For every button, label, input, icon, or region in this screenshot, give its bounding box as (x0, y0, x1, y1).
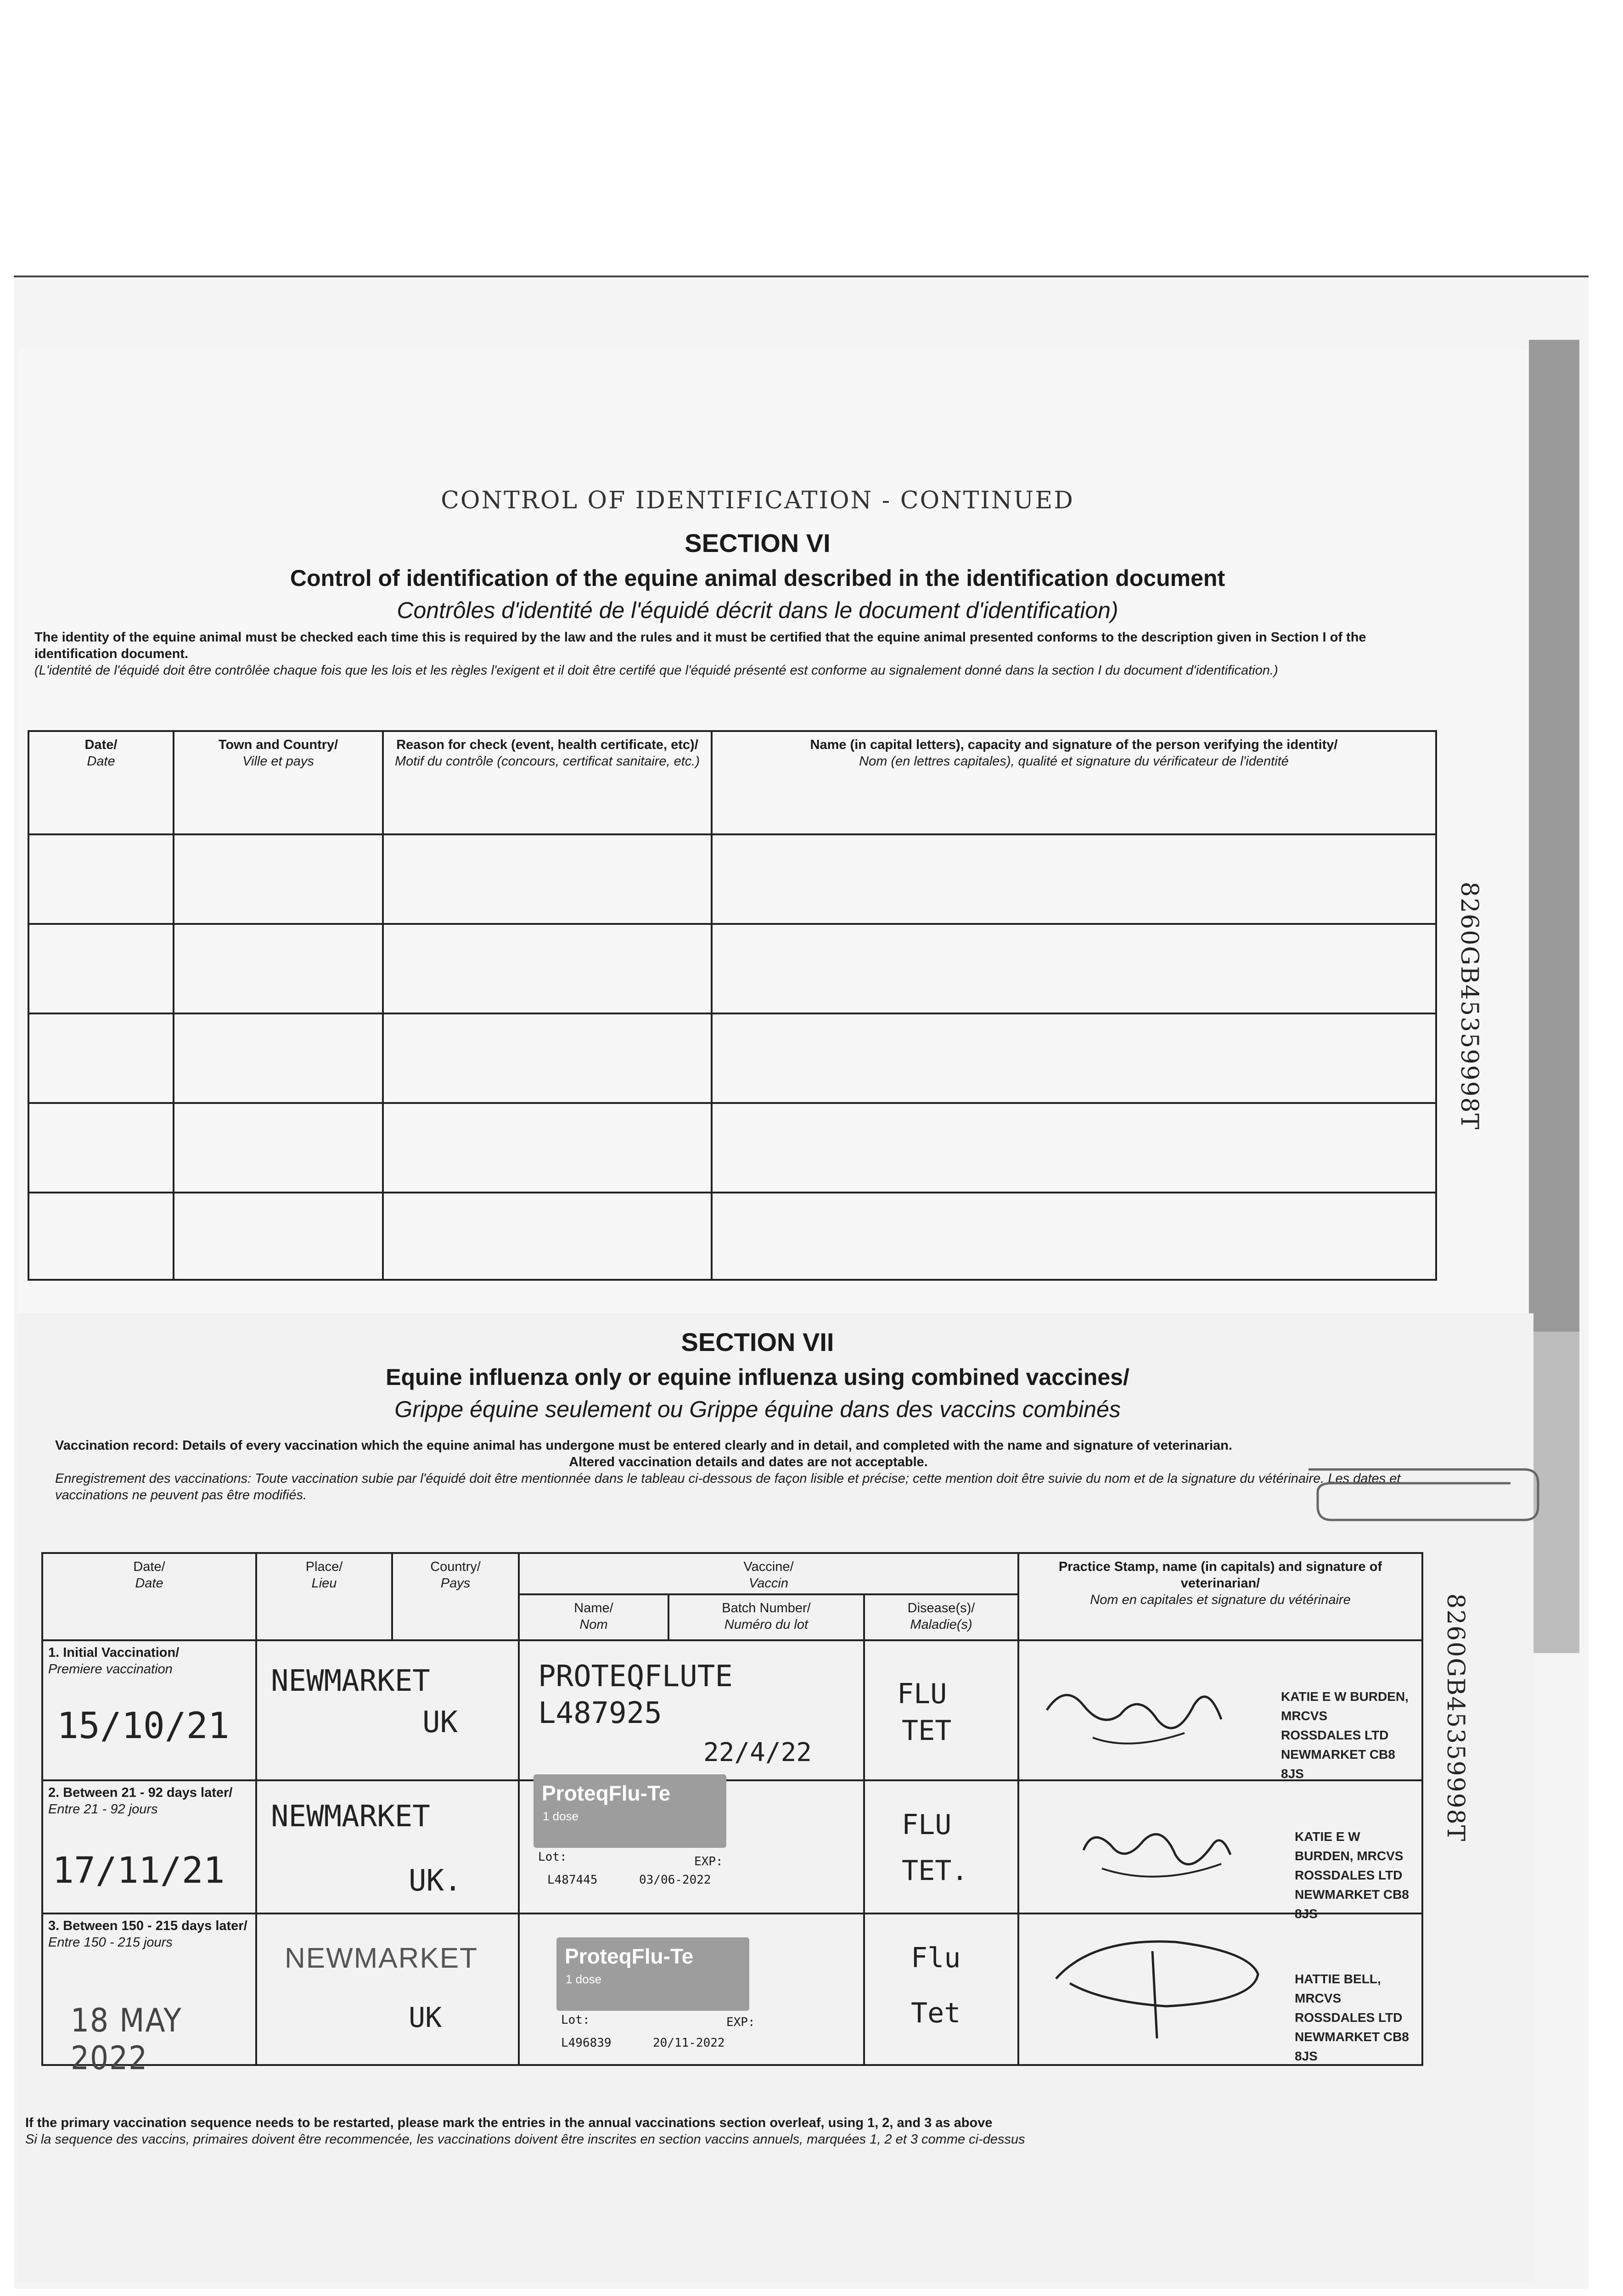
section-vi-label: SECTION VI (685, 529, 831, 557)
table-row (28, 1103, 1436, 1193)
row3-date-stamp: 18 MAY 2022 (71, 2002, 182, 2077)
row1-vaccine-cell (519, 1640, 864, 1780)
row3-stamp-cell (1018, 1913, 1422, 2065)
col-batch-header: Batch Number/ Numéro du lot (668, 1594, 864, 1640)
row1-date-cell: 1. Initial Vaccination/ Premiere vaccination 15/10/21 (42, 1640, 256, 1780)
row1-vaccine-name: PROTEQFLUTE (538, 1660, 733, 1694)
section-vi-note (34, 629, 1421, 679)
row2-place-cell (256, 1780, 519, 1913)
section-vii-note (55, 1437, 1442, 1503)
row3-lot-number: L496839 (561, 2036, 612, 2050)
row3-vaccine-label (556, 1937, 749, 2011)
row3-label-brand: ProteqFlu-Te (565, 1944, 694, 1968)
row2-disease-cell (864, 1780, 1018, 1913)
section-vi-title: Control of identification of the equine animal described in the identification document (290, 565, 1225, 591)
row1-vet-stamp: KATIE E W BURDEN, MRCVS ROSSDALES LTD NEWMARKET CB8 8JS (1281, 1689, 1409, 1781)
section-vii-note-fr: Enregistrement des vaccinations: Toute vaccination subie par l'équidé doit être mentionnée dans le tableau ci-dessous de façon lisible et précise; cette mention doit être suivie du nom et de la signature du vétérinaire. Les dates et vaccinations ne peuvent pas être modifiés. (55, 1471, 1401, 1503)
row3-exp-label: EXP: (726, 2015, 755, 2029)
row2-lot-label: Lot: (538, 1850, 567, 1864)
side-serial-number-lower: 8260GB45359998T (1442, 1593, 1469, 1842)
signature-icon (1038, 1924, 1276, 2052)
col-vaccine-header: Vaccine/ Vaccin (519, 1553, 1018, 1594)
col-disease-header: Disease(s)/ Maladie(s) (864, 1594, 1018, 1640)
row3-date-cell: 3. Between 150 - 215 days later/ Entre 150 - 215 jours 18 MAY 2022 (42, 1913, 256, 2065)
col-name-header: Name/ Nom (519, 1594, 668, 1640)
table-row (42, 1913, 1422, 2065)
row2-label-brand: ProteqFlu-Te (542, 1781, 671, 1805)
row3-exp-date: 20/11-2022 (653, 2036, 725, 2050)
page-edge-shadow (1529, 340, 1579, 1350)
row3-label-dose: 1 dose (566, 1972, 602, 1986)
col-country-header: Country/ Pays (392, 1553, 519, 1640)
col-town-header: Town and Country/ Ville et pays (174, 731, 383, 834)
col-date-header: Date/ Date (28, 731, 174, 834)
row2-disease-1: FLU (902, 1809, 952, 1841)
row1-stamp-cell (1018, 1640, 1422, 1780)
section-vii-label: SECTION VII (681, 1328, 834, 1356)
table-header-row (28, 731, 1436, 834)
row1-batch: L487925 (538, 1696, 662, 1730)
row3-country: UK (409, 2002, 442, 2034)
section-vii-title: Equine influenza only or equine influenza using combined vaccines/ (386, 1364, 1129, 1390)
section-vii-title-fr: Grippe équine seulement ou Grippe équine dans des vaccins combinés (394, 1396, 1121, 1422)
table-row (28, 1193, 1436, 1280)
table-row (28, 1013, 1436, 1103)
section-vi-title-fr: Contrôles d'identité de l'équidé décrit dans le document d'identification) (397, 597, 1118, 623)
row2-country: UK. (409, 1864, 462, 1898)
table-row (42, 1780, 1422, 1913)
row3-disease-cell (864, 1913, 1018, 2065)
row2-date-cell: 2. Between 21 - 92 days later/ Entre 21 - 92 jours 17/11/21 (42, 1780, 256, 1913)
row1-batch-extra: 22/4/22 (703, 1738, 812, 1767)
section-vi-note-fr: (L'identité de l'équidé doit être contrôlée chaque fois que les lois et les règles l'exigent et il doit être certifé que l'équidé présenté est conforme au signalement donné dans la section I du document d'identification.) (34, 663, 1278, 678)
row2-date: 17/11/21 (52, 1850, 225, 1891)
row1-place-cell (256, 1640, 519, 1780)
section-vii-note-en-2: Altered vaccination details and dates are not acceptable. (569, 1455, 928, 1469)
row3-place-stamp: NEWMARKET (285, 1942, 478, 1974)
row2-label-dose: 1 dose (543, 1809, 579, 1823)
section-vii-footer (25, 2115, 1403, 2148)
row2-stamp-cell (1018, 1780, 1422, 1921)
signature-icon (1038, 1664, 1230, 1756)
row3-lot-label: Lot: (561, 2013, 590, 2027)
footer-en: If the primary vaccination sequence needs to be restarted, please mark the entries in the annual vaccinations section overleaf, using 1, 2, and 3 as above (25, 2116, 993, 2130)
col-date-header: Date/ Date (42, 1553, 256, 1640)
row2-vaccine-cell (519, 1780, 864, 1913)
section-vi-note-en: The identity of the equine animal must be checked each time this is required by the law and the rules and it must be certified that the equine animal presented conforms to the description given in Section I of the identification document. (34, 630, 1366, 661)
identification-checks-table (28, 730, 1437, 1281)
row2-disease-2: TET. (902, 1855, 968, 1887)
row2-place: NEWMARKET (271, 1800, 430, 1834)
side-serial-number-upper: 8260GB45359998T (1455, 882, 1483, 1131)
row3-vet-stamp: HATTIE BELL, MRCVS ROSSDALES LTD NEWMARKET CB8 8JS (1295, 1972, 1409, 2063)
row2-vet-stamp: KATIE E W BURDEN, MRCVS ROSSDALES LTD NEWMARKET CB8 8JS (1295, 1829, 1409, 1921)
row1-disease-2: TET (902, 1715, 952, 1747)
table-row (28, 834, 1436, 924)
row1-place: NEWMARKET (271, 1664, 430, 1698)
col-reason-header: Reason for check (event, health certificate, etc)/ Motif du contrôle (concours, certificat sanitaire, etc.) (383, 731, 712, 834)
row2-exp-date: 03/06-2022 (639, 1873, 711, 1887)
row3-vaccine-cell (519, 1913, 864, 2065)
signature-icon (1074, 1809, 1240, 1891)
row1-disease-cell (864, 1640, 1018, 1780)
row2-vaccine-label (534, 1774, 726, 1848)
continued-heading: CONTROL OF IDENTIFICATION - CONTINUED (441, 487, 1074, 514)
footer-fr: Si la sequence des vaccins, primaires doivent être recommencée, les vaccinations doivent être inscrites en section vaccins annuels, marquées 1, 2 et 3 comme ci-dessus (25, 2132, 1025, 2147)
table-row (28, 924, 1436, 1013)
row1-disease-1: FLU (897, 1678, 947, 1710)
row2-lot-number: L487445 (547, 1873, 598, 1887)
row3-place-cell (256, 1913, 519, 2065)
row2-exp-label: EXP: (694, 1855, 723, 1868)
col-name-header: Name (in capital letters), capacity and signature of the person verifying the identity/ Nom (en lettres capitales), qualité et signature du vérificateur de l'identité (712, 731, 1436, 834)
col-place-header: Place/ Lieu (256, 1553, 392, 1640)
section-vii-note-en-1: Vaccination record: Details of every vaccination which the equine animal has undergone must be entered clearly and in detail, and completed with the name and signature of veterinarian. (55, 1438, 1232, 1453)
vaccination-table (41, 1552, 1423, 2077)
row1-country: UK (422, 1705, 458, 1739)
row3-disease-2: Tet (911, 1997, 961, 2029)
table-row (42, 1640, 1422, 1780)
row3-disease-1: Flu (911, 1942, 961, 1974)
row1-date: 15/10/21 (57, 1705, 230, 1747)
paper-clip-icon (1295, 1456, 1543, 1538)
col-stamp-header: Practice Stamp, name (in capitals) and signature of veterinarian/ Nom en capitales et signature du vétérinaire (1018, 1553, 1422, 1640)
